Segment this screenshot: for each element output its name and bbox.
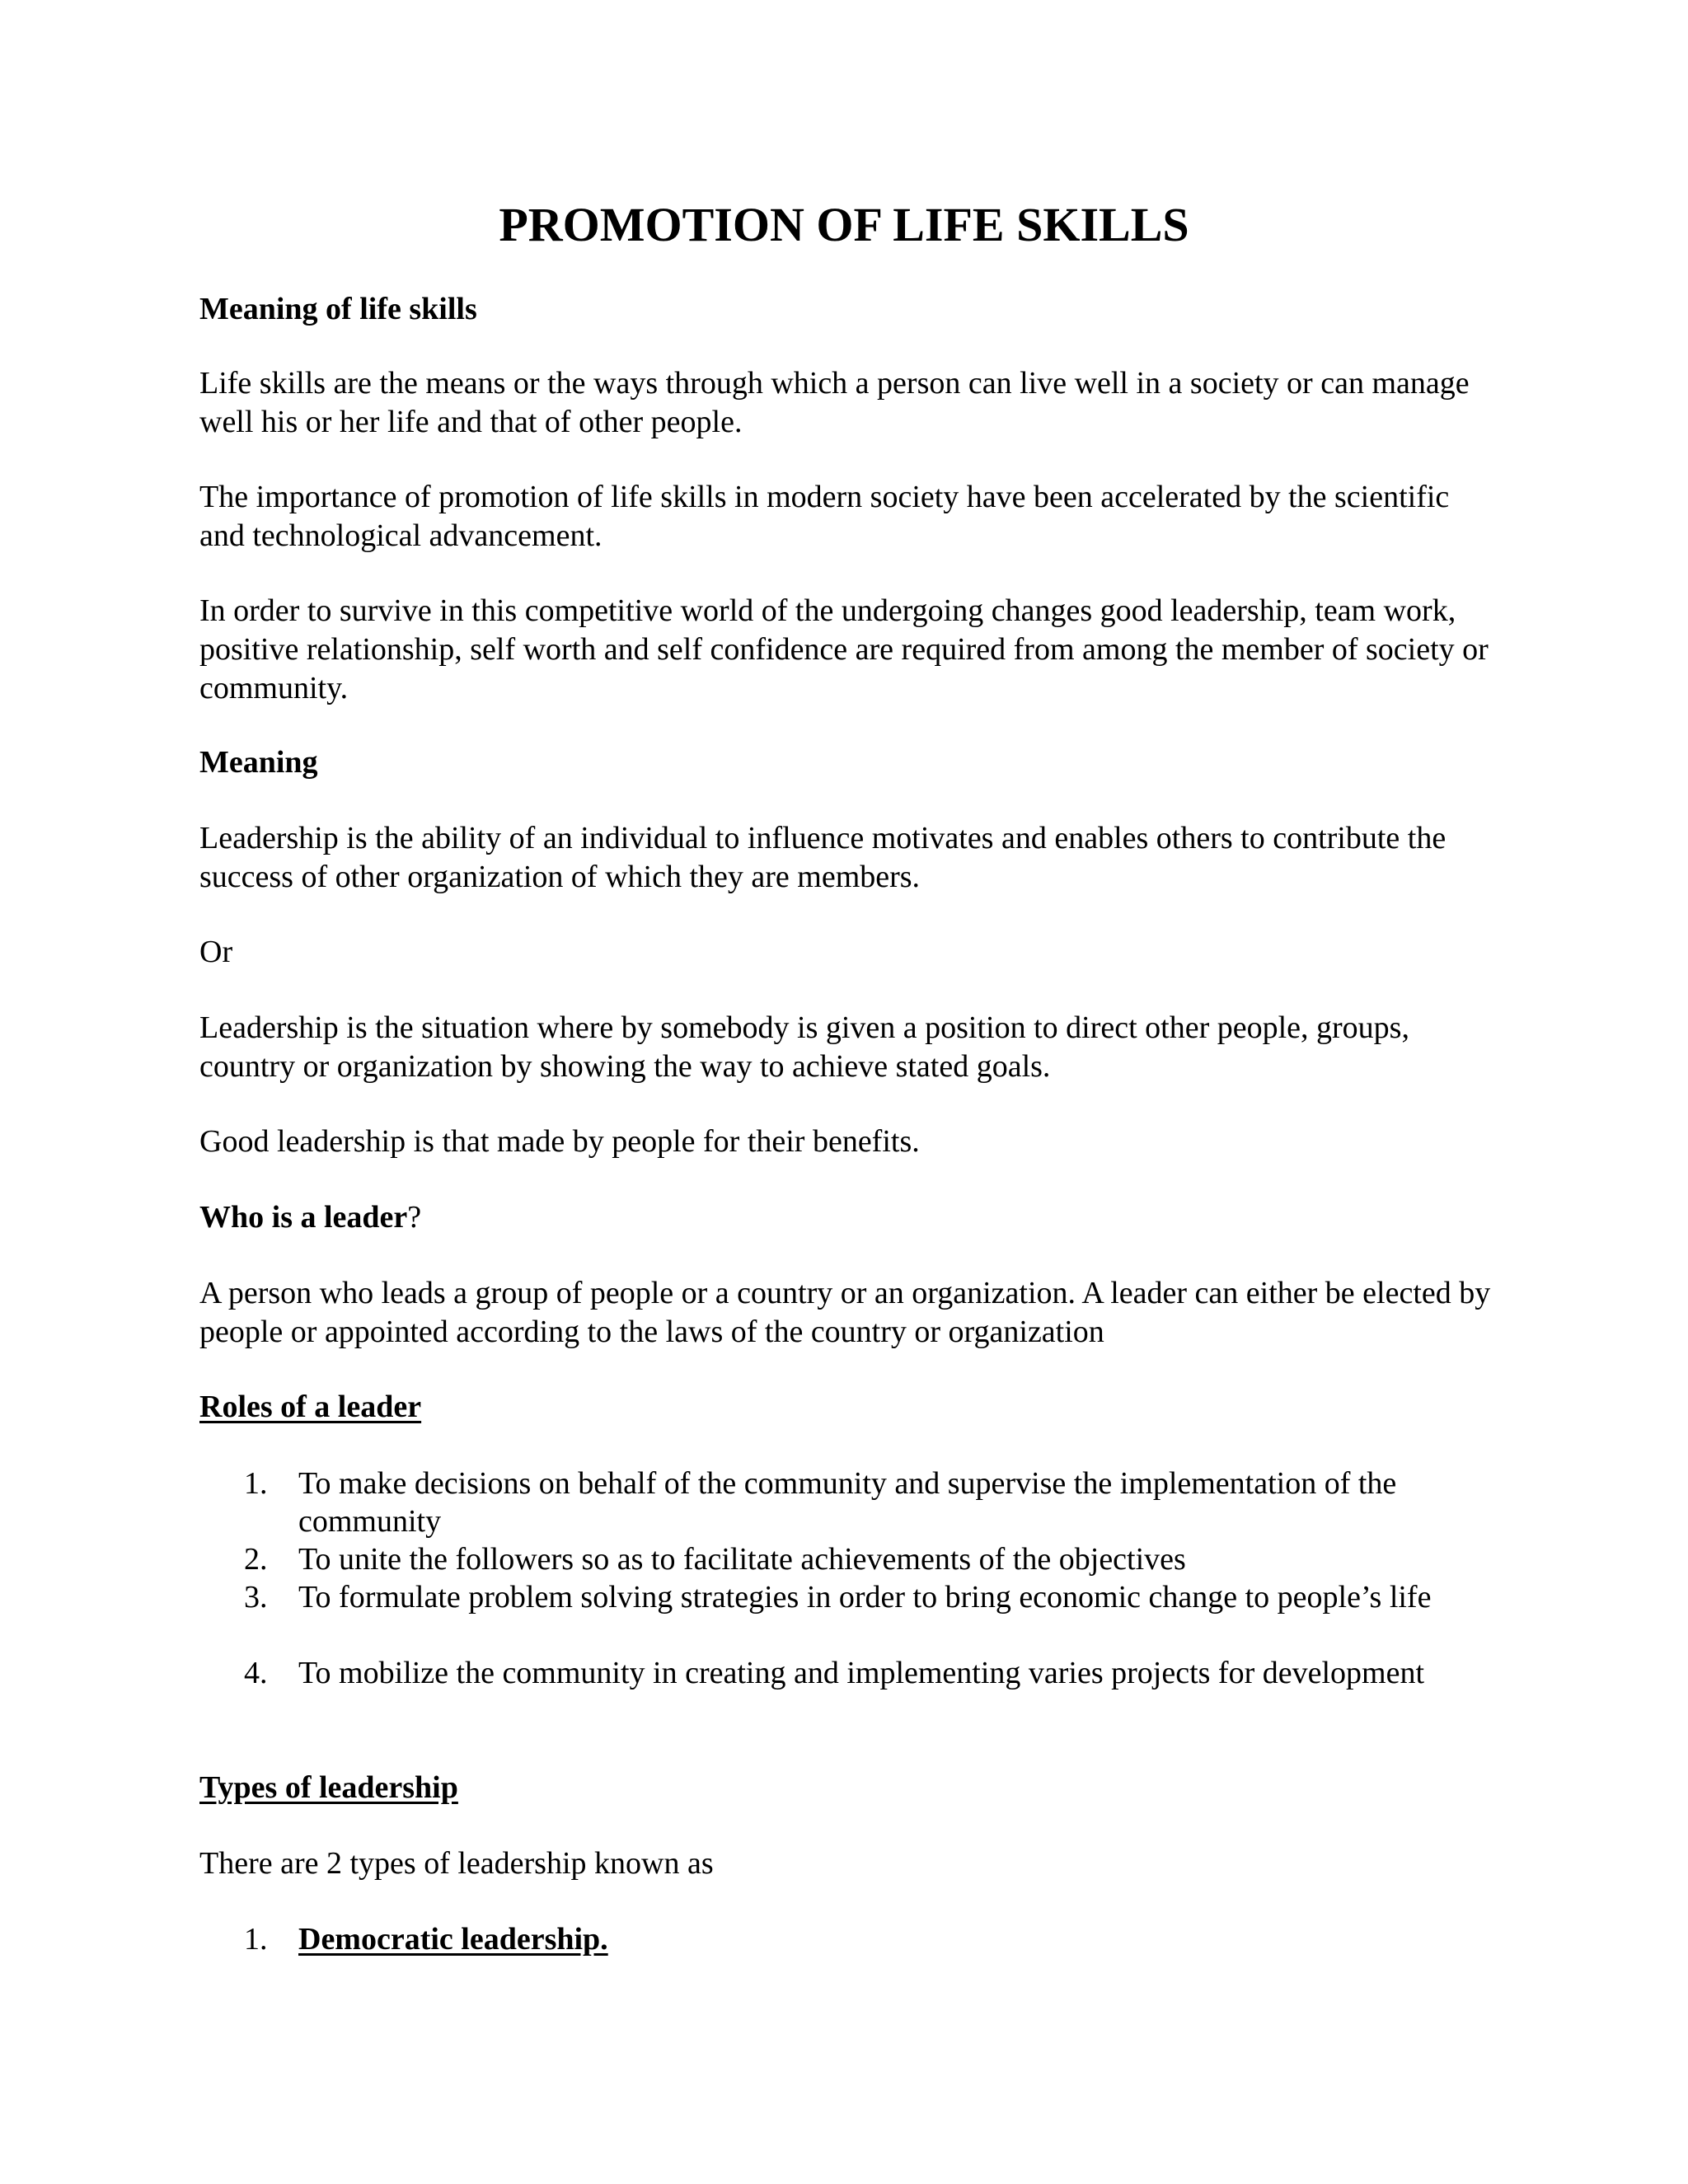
paragraph-survive: In order to survive in this competitive world of the undergoing changes good leadership, team work, positive relationship, self worth and self confidence are required from among the member of society or community.: [199, 593, 1489, 705]
list-item: [244, 1578, 1513, 1616]
heading-meaning: Meaning: [199, 745, 318, 780]
page-title: PROMOTION OF LIFE SKILLS: [499, 198, 1189, 251]
paragraph-good-leadership: Good leadership is that made by people for their benefits.: [199, 1124, 920, 1159]
paragraph-leader-definition: A person who leads a group of people or a country or an organization. A leader can either be elected by people or appointed according to the laws of the country or organization: [199, 1276, 1491, 1349]
list-item-text: To formulate problem solving strategies in order to bring economic change to people’s life: [298, 1580, 1432, 1615]
list-item-text: To mobilize the community in creating and implementing varies projects for development: [298, 1656, 1425, 1690]
paragraph-types-intro: There are 2 types of leadership known as: [199, 1846, 714, 1881]
heading-meaning-of-life-skills: Meaning of life skills: [199, 292, 477, 326]
list-item: [244, 1920, 1513, 1958]
text-or: Or: [199, 935, 233, 969]
list-item-text: Democratic leadership.: [298, 1922, 608, 1957]
list-item-text: To unite the followers so as to facilitate achievements of the objectives: [298, 1542, 1186, 1577]
heading-who-is-a-leader: [199, 1198, 1502, 1237]
list-item-number: 1.: [244, 1922, 268, 1957]
heading-who-is-a-leader-mark: ?: [407, 1200, 422, 1235]
paragraph-leadership-situation: Leadership is the situation where by somebody is given a position to direct other people, groups, country or organization by showing the way to achieve stated goals.: [199, 1010, 1409, 1084]
paragraph-importance: The importance of promotion of life skills in modern society have been accelerated by the scientific and technological advancement.: [199, 480, 1450, 553]
list-item-number: 1.: [244, 1466, 268, 1501]
heading-roles-of-a-leader: Roles of a leader: [199, 1390, 422, 1424]
paragraph-life-skills-definition: Life skills are the means or the ways through which a person can live well in a society or can manage well his or her life and that of other people.: [199, 366, 1470, 439]
list-item-text: To make decisions on behalf of the community and supervise the implementation of the community: [298, 1466, 1397, 1539]
list-item-number: 3.: [244, 1580, 268, 1615]
list-item: [244, 1465, 1513, 1540]
list-item: [244, 1540, 1513, 1578]
list-item-number: 2.: [244, 1542, 268, 1577]
list-item: [244, 1654, 1513, 1692]
heading-who-is-a-leader-text: Who is a leader: [199, 1200, 408, 1235]
list-item-number: 4.: [244, 1656, 268, 1690]
paragraph-leadership-ability: Leadership is the ability of an individual to influence motivates and enables others to contribute the success of other organization of which they are members.: [199, 821, 1447, 894]
heading-types-of-leadership: Types of leadership: [199, 1770, 458, 1805]
